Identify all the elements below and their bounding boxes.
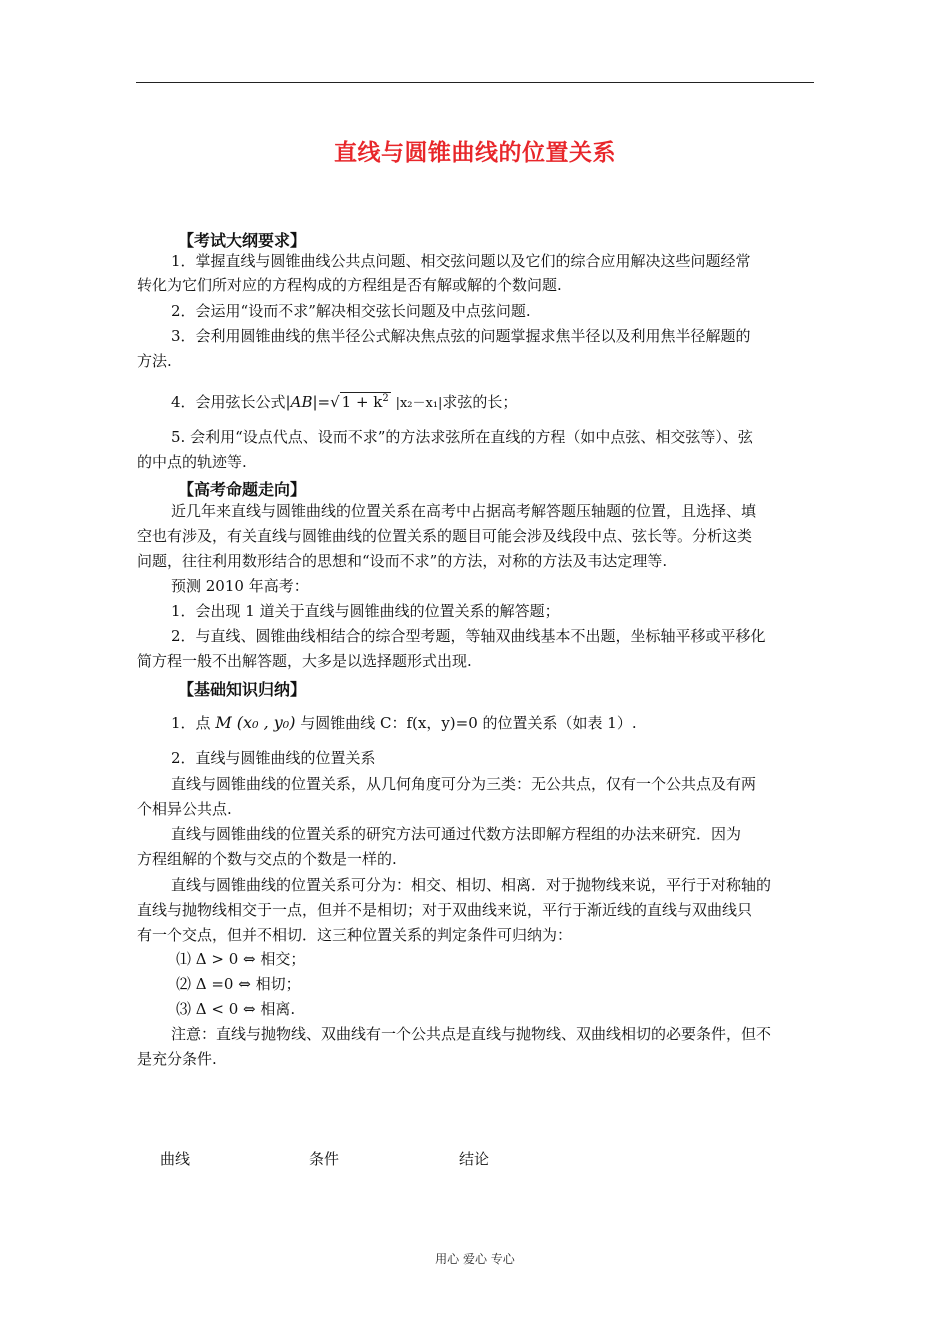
trend-forecast: 预测 2010 年高考：	[171, 577, 309, 595]
abs-difference: |x₂－x₁|	[395, 396, 443, 411]
table-header-curve: 曲线	[160, 1150, 191, 1168]
outline-item-1-line1: 1．掌握直线与圆锥曲线公共点问题、相交弦问题以及它们的综合应用解决这些问题经常	[171, 252, 751, 270]
basics-item-1	[171, 714, 637, 732]
trend-item-2-line2: 简方程一般不出解答题，大多是以选择题形式出现.	[137, 652, 472, 670]
outline-item-3-line1: 3．会利用圆锥曲线的焦半径公式解决焦点弦的问题掌握求焦半径以及利用焦半径解题的	[171, 327, 751, 345]
basics-para-3-line2: 直线与抛物线相交于一点，但并不是相切；对于双曲线来说，平行于渐近线的直线与双曲线只	[137, 901, 753, 919]
table-header-condition: 条件	[309, 1150, 340, 1168]
trend-item-1: 1．会出现 1 道关于直线与圆锥曲线的位置关系的解答题；	[171, 602, 560, 620]
basics-para-2-line1: 直线与圆锥曲线的位置关系的研究方法可通过代数方法即解方程组的办法来研究．因为	[171, 825, 742, 843]
equals: |=	[312, 393, 331, 411]
header-rule	[136, 82, 814, 83]
condition-separate: ⑶ Δ < 0 ⇔ 相离.	[176, 1000, 296, 1018]
trend-para-1-line1: 近几年来直线与圆锥曲线的位置关系在高考中占据高考解答题压轴题的位置，且选择、填	[171, 502, 757, 520]
condition-tangent: ⑵ Δ =0 ⇔ 相切；	[176, 975, 301, 993]
trend-para-1-line2: 空也有涉及，有关直线与圆锥曲线的位置关系的题目可能会涉及线段中点、弦长等。分析这类	[137, 527, 753, 545]
basics-item-1-suffix: 与圆锥曲线 C：f(x，y)=0 的位置关系（如表 1）.	[300, 714, 637, 732]
note-line2: 是充分条件.	[137, 1050, 217, 1068]
sqrt-radicand	[340, 392, 391, 411]
outline-item-5-line1: 5. 会利用“设点代点、设而不求”的方法求弦所在直线的方程（如中点弦、相交弦等）、弦	[171, 428, 753, 446]
basics-para-3-line1: 直线与圆锥曲线的位置关系可分为：相交、相切、相离．对于抛物线来说，平行于对称轴的	[171, 876, 772, 894]
basics-para-1-line1: 直线与圆锥曲线的位置关系，从几何角度可分为三类：无公共点，仅有一个公共点及有两	[171, 775, 757, 793]
section-heading-outline: 【考试大纲要求】	[178, 231, 307, 250]
radicand-exponent: 2	[382, 393, 389, 404]
outline-item-4	[171, 390, 517, 413]
basics-para-1-line2: 个相异公共点.	[137, 800, 232, 818]
outline-item-5-line2: 的中点的轨迹等.	[137, 453, 247, 471]
basics-para-3-line3: 有一个交点，但并不相切．这三种位置关系的判定条件可归纳为：	[137, 926, 573, 944]
trend-para-1-line3: 问题，往往利用数形结合的思想和“设而不求”的方法，对称的方法及韦达定理等.	[137, 552, 668, 570]
basics-item-2: 2．直线与圆锥曲线的位置关系	[171, 749, 376, 767]
outline-item-4-prefix: 4．会用弦长公式|	[171, 393, 291, 411]
basics-para-2-line2: 方程组解的个数与交点的个数是一样的.	[137, 850, 397, 868]
table-header-conclusion: 结论	[459, 1150, 490, 1168]
outline-item-2: 2．会运用“设而不求”解决相交弦长问题及中点弦问题.	[171, 302, 531, 320]
page-title: 直线与圆锥曲线的位置关系	[334, 140, 616, 166]
condition-intersect: ⑴ Δ > 0 ⇔ 相交；	[176, 950, 306, 968]
radicand-text: 1 + k	[341, 393, 383, 411]
point-m: M (x₀ , y₀)	[215, 713, 296, 732]
outline-item-1-line2: 转化为它们所对应的方程构成的方程组是否有解或解的个数问题.	[137, 276, 562, 294]
trend-item-2-line1: 2．与直线、圆锥曲线相结合的综合型考题，等轴双曲线基本不出题，坐标轴平移或平移化	[171, 627, 766, 645]
page-footer: 用心 爱心 专心	[435, 1252, 515, 1266]
note-line1: 注意：直线与抛物线、双曲线有一个公共点是直线与抛物线、双曲线相切的必要条件，但不	[171, 1025, 772, 1043]
section-heading-basics: 【基础知识归纳】	[178, 680, 307, 699]
outline-item-4-suffix: 求弦的长；	[442, 393, 518, 411]
sqrt-symbol: √	[330, 393, 340, 411]
outline-item-3-line2: 方法.	[137, 352, 172, 370]
section-heading-trend: 【高考命题走向】	[178, 480, 307, 499]
basics-item-1-prefix: 1．点	[171, 714, 211, 732]
chord-ab: AB	[290, 393, 313, 411]
